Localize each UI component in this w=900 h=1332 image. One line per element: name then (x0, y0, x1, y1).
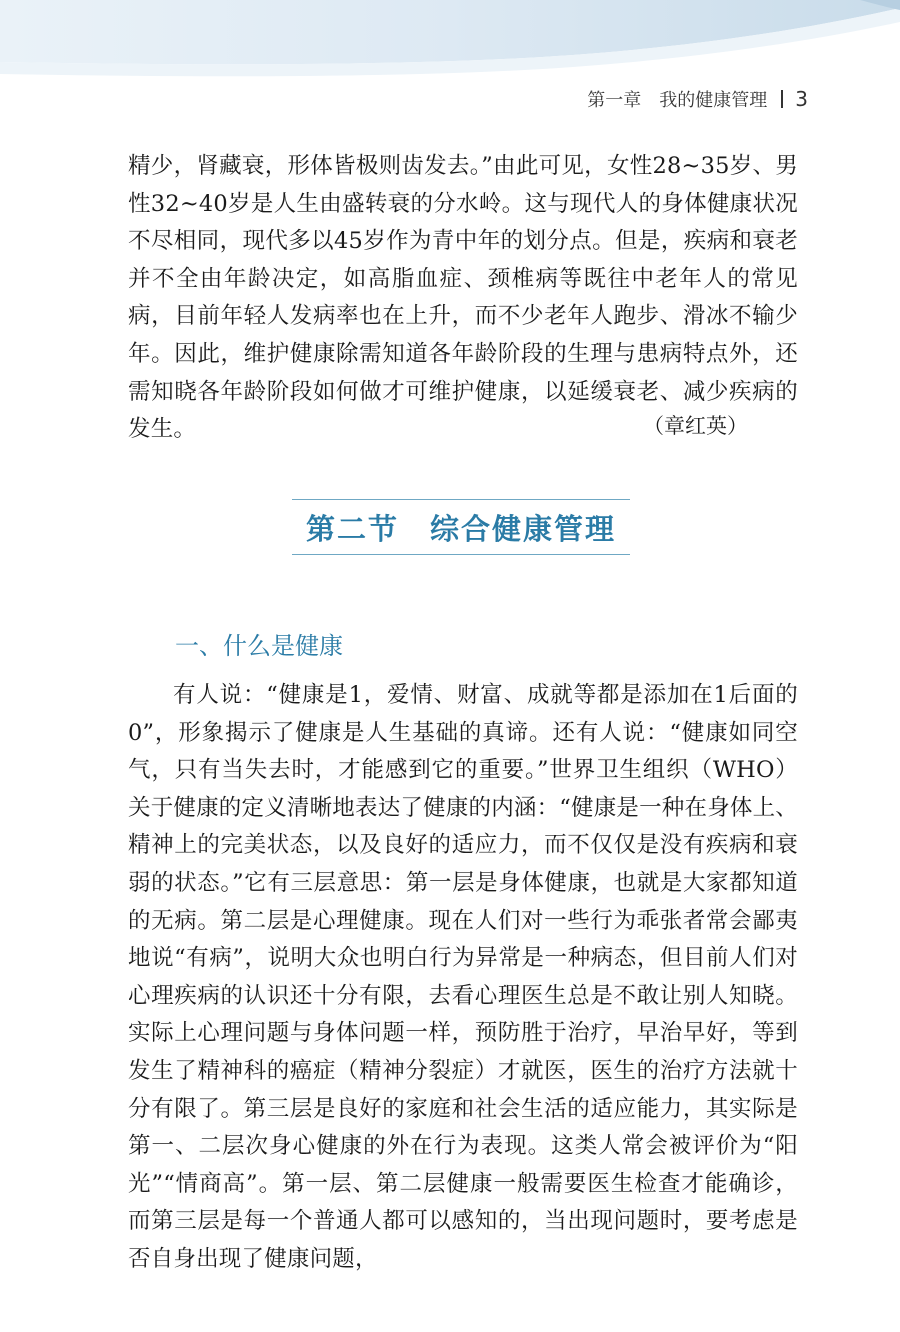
paragraph-health-definition: 有人说：“健康是1，爱情、财富、成就等都是添加在1后面的0”，形象揭示了健康是人生基础的真谛。还有人说：“健康如同空气，只有当失去时，才能感到它的重要。”世界卫生组织（WHO）关于健康的定义清晰地表达了健康的内涵：“健康是一种在身体上、精神上的完美状态，以及良好的适应力，而不仅仅是没有疾病和衰弱的状态。”它有三层意思：第一层是身体健康，也就是大家都知道的无病。第二层是心理健康。现在人们对一些行为乖张者常会鄙夷地说“有病”，说明大众也明白行为异常是一种病态，但目前人们对心理疾病的认识还十分有限，去看心理医生总是不敢让别人知晓。实际上心理问题与身体问题一样，预防胜于治疗，早治早好，等到发生了精神科的癌症（精神分裂症）才就医，医生的治疗方法就十分有限了。第三层是良好的家庭和社会生活的适应能力，其实际是第一、二层次身心健康的外在行为表现。这类人常会被评价为“阳光”“情商高”。第一层、第二层健康一般需要医生检查才能确诊，而第三层是每一个普通人都可以感知的，当出现问题时，要考虑是否自身出现了健康问题， (128, 682, 799, 1272)
section-heading-box (292, 499, 630, 555)
running-head (587, 86, 808, 112)
chapter-title: 第一章 我的健康管理 (587, 90, 768, 111)
page-number: 3 (795, 87, 808, 111)
paragraph-continued: 精少，肾藏衰，形体皆极则齿发去。”由此可见，女性28~35岁、男性32~40岁是人生由盛转衰的分水岭。这与现代人的身体健康状况不尽相同，现代多以45岁作为青中年的划分点。但是，疾病和衰老并不全由年龄决定，如高脂血症、颈椎病等既往中老年人的常见病，目前年轻人发病率也在上升，而不少老年人跑步、滑冰不输少年。因此，维护健康除需知道各年龄阶段的生理与患病特点外，还需知晓各年龄阶段如何做才可维护健康，以延缓衰老、减少疾病的发生。 (128, 153, 798, 443)
subheading: 一、什么是健康 (175, 632, 343, 660)
header-divider (781, 90, 783, 108)
section-title: 第二节 综合健康管理 (305, 511, 616, 546)
author-attribution: （章红英） (643, 414, 748, 438)
